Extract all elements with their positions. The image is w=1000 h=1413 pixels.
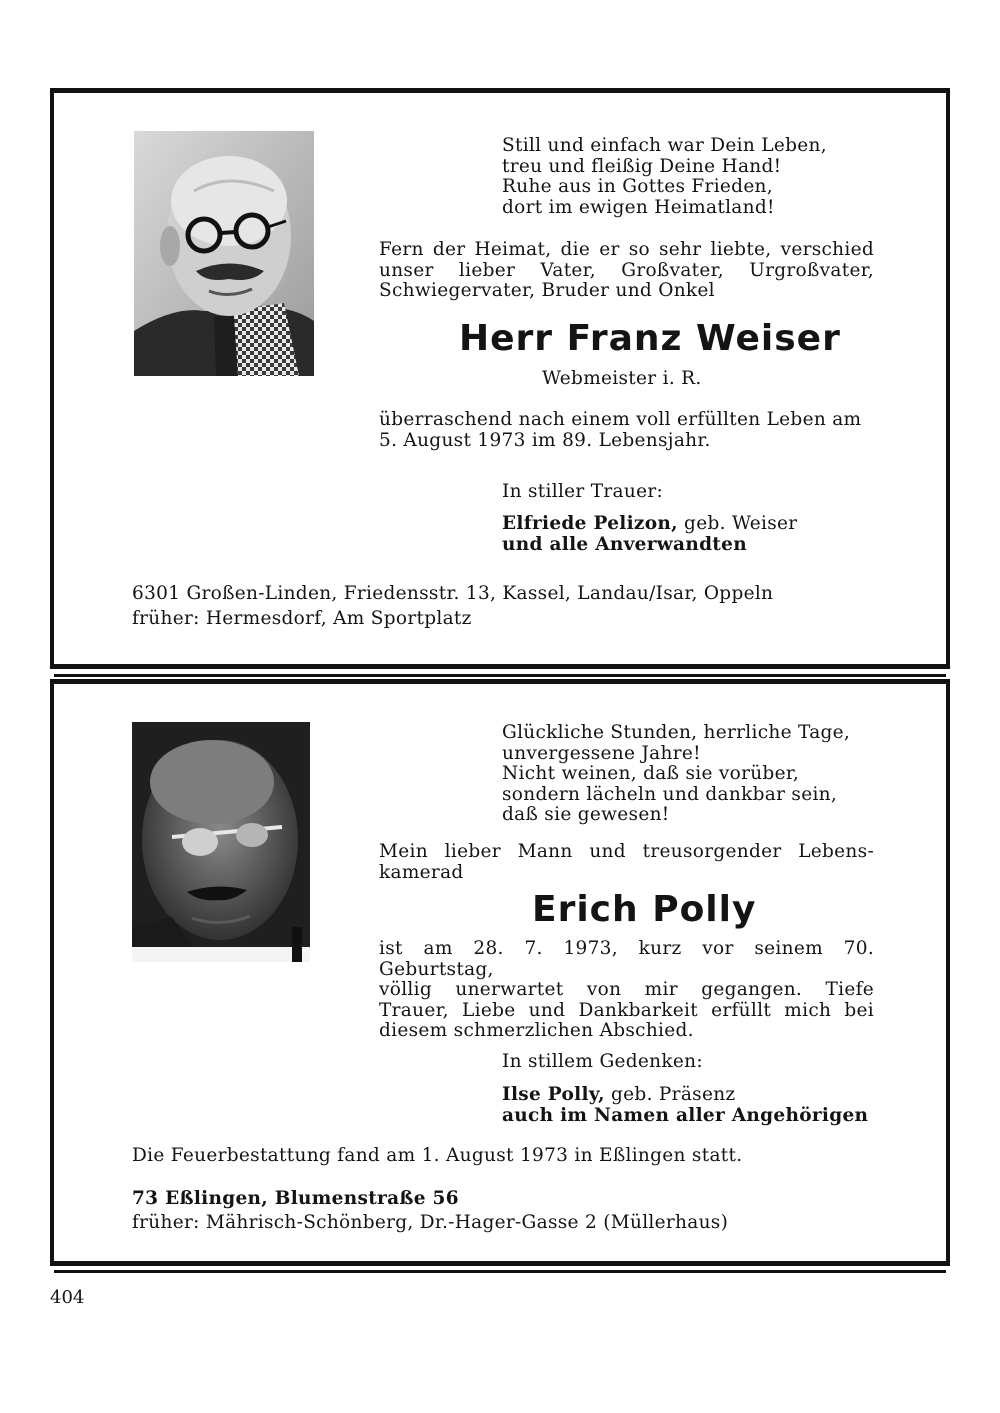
death-line: überraschend nach einem voll erfüllten Leben am bbox=[379, 409, 862, 430]
divider-rule bbox=[54, 674, 946, 677]
address-line: 73 Eßlingen, Blumenstraße 56 bbox=[132, 1188, 459, 1209]
death-line: 5. August 1973 im 89. Lebensjahr. bbox=[379, 429, 711, 451]
cremation-note: Die Feuerbestattung fand am 1. August 1973 in Eßlingen statt. bbox=[132, 1145, 743, 1166]
intro-text bbox=[379, 842, 874, 883]
mourner-suffix: geb. Weiser bbox=[684, 513, 798, 534]
poem-line: treu und fleißig Deine Hand! bbox=[502, 155, 782, 177]
intro-text bbox=[379, 240, 874, 302]
death-line: ist am 28. 7. 1973, kurz vor seinem 70. Geburtstag, bbox=[379, 938, 874, 980]
poem-line: Still und einfach war Dein Leben, bbox=[502, 135, 827, 156]
poem bbox=[502, 723, 850, 826]
death-line: Trauer, Liebe und Dankbarkeit erfüllt mich bei bbox=[379, 999, 874, 1021]
mourner-suffix: geb. Präsenz bbox=[611, 1084, 736, 1105]
death-text bbox=[379, 410, 861, 451]
divider-rule bbox=[54, 1270, 946, 1273]
portrait-image bbox=[132, 722, 310, 962]
poem-line: unvergessene Jahre! bbox=[502, 742, 701, 764]
mourners bbox=[502, 1085, 868, 1126]
mourner-name: Ilse Polly, bbox=[502, 1084, 605, 1105]
mourner-name: Elfriede Pelizon, bbox=[502, 513, 678, 534]
page-number: 404 bbox=[50, 1287, 85, 1308]
poem-line: sondern lächeln und dankbar sein, bbox=[502, 783, 838, 805]
death-line: völlig unerwartet von mir gegangen. Tiefe bbox=[379, 979, 874, 1000]
address-line: früher: Mährisch-Schönberg, Dr.-Hager-Gasse 2 (Müllerhaus) bbox=[132, 1211, 729, 1233]
death-text bbox=[379, 939, 874, 1042]
death-line: diesem schmerzlichen Abschied. bbox=[379, 1020, 694, 1041]
poem-line: Ruhe aus in Gottes Frieden, bbox=[502, 176, 773, 197]
mourners bbox=[502, 514, 797, 555]
address bbox=[132, 584, 773, 629]
intro-line: Fern der Heimat, die er so sehr liebte, verschied bbox=[379, 239, 874, 260]
portrait-image bbox=[134, 131, 314, 376]
obituary-erich-polly bbox=[50, 679, 950, 1266]
poem bbox=[502, 136, 827, 218]
poem-line: daß sie gewesen! bbox=[502, 804, 670, 825]
portrait-photo-erich-polly bbox=[132, 722, 310, 962]
address-line: 6301 Großen-Linden, Friedensstr. 13, Kassel, Landau/Isar, Oppeln bbox=[132, 583, 774, 604]
obituary-franz-weiser bbox=[50, 88, 950, 669]
intro-line: unser lieber Vater, Großvater, Urgroßvater, bbox=[379, 259, 874, 281]
address-line: früher: Hermesdorf, Am Sportplatz bbox=[132, 607, 472, 629]
mourning-label: In stiller Trauer: bbox=[502, 481, 664, 502]
poem-line: Glückliche Stunden, herrliche Tage, bbox=[502, 722, 851, 743]
deceased-name: Erich Polly bbox=[532, 889, 757, 930]
mourner-line: und alle Anverwandten bbox=[502, 533, 747, 555]
portrait-photo-franz-weiser bbox=[134, 131, 314, 376]
deceased-title: Webmeister i. R. bbox=[542, 368, 702, 389]
intro-line: Schwiegervater, Bruder und Onkel bbox=[379, 280, 715, 301]
poem-line: Nicht weinen, daß sie vorüber, bbox=[502, 763, 800, 784]
poem-line: dort im ewigen Heimatland! bbox=[502, 196, 775, 218]
intro-line: Mein lieber Mann und treusorgender Lebens- bbox=[379, 841, 874, 862]
intro-line: kamerad bbox=[379, 861, 464, 883]
mourning-label: In stillem Gedenken: bbox=[502, 1051, 703, 1072]
deceased-name: Herr Franz Weiser bbox=[459, 318, 841, 359]
address bbox=[132, 1189, 728, 1233]
mourner-line: auch im Namen aller Angehörigen bbox=[502, 1104, 869, 1126]
